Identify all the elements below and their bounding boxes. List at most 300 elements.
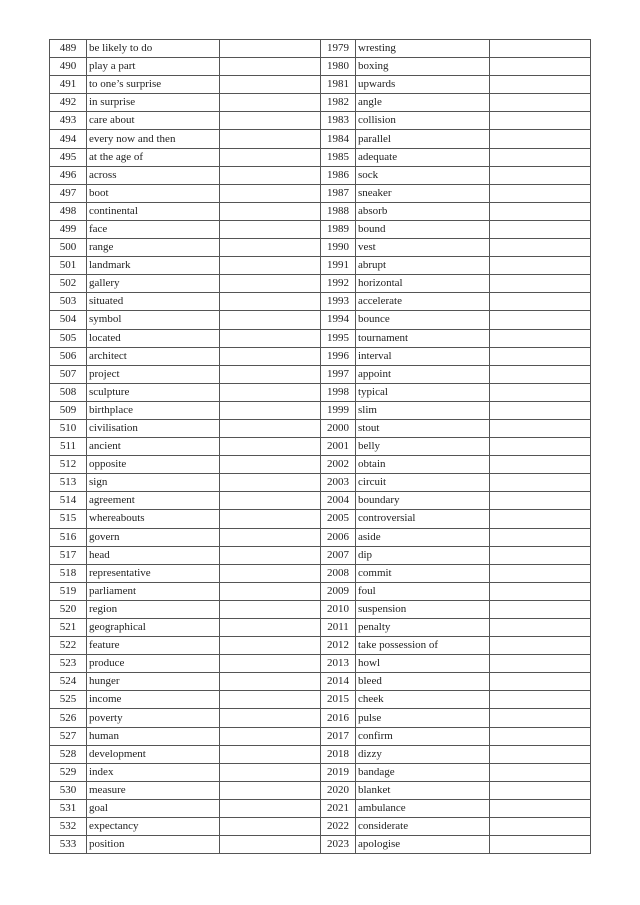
entry-number-left: 510: [50, 419, 87, 437]
entry-number-right: 1988: [321, 202, 356, 220]
entry-blank-left: [220, 329, 321, 347]
entry-blank-right: [490, 166, 591, 184]
entry-blank-left: [220, 148, 321, 166]
entry-blank-right: [490, 293, 591, 311]
entry-blank-right: [490, 799, 591, 817]
entry-word-left: agreement: [87, 492, 220, 510]
entry-word-left: face: [87, 220, 220, 238]
entry-word-left: at the age of: [87, 148, 220, 166]
entry-blank-left: [220, 438, 321, 456]
entry-word-right: take possession of: [356, 637, 490, 655]
entry-word-left: goal: [87, 799, 220, 817]
entry-blank-left: [220, 691, 321, 709]
entry-word-left: expectancy: [87, 818, 220, 836]
entry-word-left: index: [87, 763, 220, 781]
entry-blank-right: [490, 836, 591, 854]
entry-number-left: 505: [50, 329, 87, 347]
entry-number-left: 492: [50, 94, 87, 112]
entry-word-left: situated: [87, 293, 220, 311]
table-row: [50, 456, 591, 474]
entry-word-left: continental: [87, 202, 220, 220]
table-row: [50, 438, 591, 456]
entry-word-right: angle: [356, 94, 490, 112]
entry-number-left: 511: [50, 438, 87, 456]
entry-number-left: 530: [50, 781, 87, 799]
entry-number-left: 504: [50, 311, 87, 329]
entry-number-left: 503: [50, 293, 87, 311]
entry-blank-right: [490, 148, 591, 166]
entry-word-right: bounce: [356, 311, 490, 329]
entry-number-right: 2003: [321, 474, 356, 492]
table-row: [50, 528, 591, 546]
entry-word-right: howl: [356, 655, 490, 673]
entry-blank-left: [220, 655, 321, 673]
entry-blank-left: [220, 257, 321, 275]
entry-number-right: 2005: [321, 510, 356, 528]
entry-blank-left: [220, 836, 321, 854]
entry-number-right: 2022: [321, 818, 356, 836]
entry-number-left: 499: [50, 220, 87, 238]
entry-blank-right: [490, 365, 591, 383]
table-row: [50, 727, 591, 745]
entry-number-left: 513: [50, 474, 87, 492]
entry-blank-left: [220, 184, 321, 202]
entry-word-right: cheek: [356, 691, 490, 709]
entry-blank-left: [220, 293, 321, 311]
entry-blank-right: [490, 456, 591, 474]
entry-number-right: 1994: [321, 311, 356, 329]
entry-word-right: stout: [356, 419, 490, 437]
entry-blank-left: [220, 582, 321, 600]
entry-word-left: sign: [87, 474, 220, 492]
entry-word-right: vest: [356, 239, 490, 257]
entry-blank-right: [490, 582, 591, 600]
entry-blank-right: [490, 438, 591, 456]
entry-blank-right: [490, 691, 591, 709]
table-row: [50, 329, 591, 347]
entry-blank-right: [490, 239, 591, 257]
entry-number-left: 532: [50, 818, 87, 836]
entry-word-left: human: [87, 727, 220, 745]
entry-number-right: 1990: [321, 239, 356, 257]
entry-blank-left: [220, 510, 321, 528]
entry-word-right: boundary: [356, 492, 490, 510]
table-row: [50, 655, 591, 673]
entry-number-left: 526: [50, 709, 87, 727]
entry-blank-left: [220, 220, 321, 238]
table-row: [50, 293, 591, 311]
entry-number-right: 2004: [321, 492, 356, 510]
entry-word-right: considerate: [356, 818, 490, 836]
table-row: [50, 94, 591, 112]
entry-word-left: boot: [87, 184, 220, 202]
entry-number-right: 2007: [321, 546, 356, 564]
entry-word-right: belly: [356, 438, 490, 456]
entry-blank-right: [490, 311, 591, 329]
entry-blank-left: [220, 637, 321, 655]
table-row: [50, 510, 591, 528]
table-row: [50, 184, 591, 202]
entry-word-right: sneaker: [356, 184, 490, 202]
entry-number-right: 1997: [321, 365, 356, 383]
entry-word-left: every now and then: [87, 130, 220, 148]
table-row: [50, 401, 591, 419]
entry-number-right: 1993: [321, 293, 356, 311]
entry-number-right: 2006: [321, 528, 356, 546]
entry-blank-right: [490, 275, 591, 293]
entry-number-right: 1989: [321, 220, 356, 238]
entry-blank-right: [490, 564, 591, 582]
table-row: [50, 673, 591, 691]
table-row: [50, 709, 591, 727]
table-row: [50, 745, 591, 763]
table-row: [50, 781, 591, 799]
entry-word-left: range: [87, 239, 220, 257]
entry-blank-left: [220, 275, 321, 293]
entry-number-left: 489: [50, 40, 87, 58]
entry-word-left: sculpture: [87, 383, 220, 401]
entry-number-left: 533: [50, 836, 87, 854]
entry-blank-right: [490, 184, 591, 202]
table-row: [50, 799, 591, 817]
entry-number-right: 1984: [321, 130, 356, 148]
entry-blank-left: [220, 311, 321, 329]
entry-blank-right: [490, 329, 591, 347]
entry-word-left: architect: [87, 347, 220, 365]
entry-number-left: 531: [50, 799, 87, 817]
entry-number-right: 2023: [321, 836, 356, 854]
entry-blank-left: [220, 818, 321, 836]
entry-word-left: position: [87, 836, 220, 854]
entry-blank-left: [220, 419, 321, 437]
table-row: [50, 76, 591, 94]
entry-blank-right: [490, 220, 591, 238]
entry-word-left: care about: [87, 112, 220, 130]
entry-number-left: 519: [50, 582, 87, 600]
entry-word-left: region: [87, 600, 220, 618]
entry-word-right: controversial: [356, 510, 490, 528]
entry-blank-right: [490, 745, 591, 763]
entry-number-right: 1992: [321, 275, 356, 293]
entry-number-left: 506: [50, 347, 87, 365]
entry-word-right: accelerate: [356, 293, 490, 311]
table-row: [50, 40, 591, 58]
entry-blank-left: [220, 58, 321, 76]
entry-blank-right: [490, 673, 591, 691]
entry-number-right: 1986: [321, 166, 356, 184]
entry-word-right: absorb: [356, 202, 490, 220]
entry-number-right: 2017: [321, 727, 356, 745]
entry-word-right: ambulance: [356, 799, 490, 817]
entry-number-right: 1985: [321, 148, 356, 166]
entry-blank-right: [490, 619, 591, 637]
entry-number-left: 529: [50, 763, 87, 781]
entry-blank-right: [490, 94, 591, 112]
entry-number-right: 2019: [321, 763, 356, 781]
entry-word-right: slim: [356, 401, 490, 419]
entry-blank-right: [490, 202, 591, 220]
entry-word-left: landmark: [87, 257, 220, 275]
table-row: [50, 130, 591, 148]
entry-number-left: 501: [50, 257, 87, 275]
entry-word-left: hunger: [87, 673, 220, 691]
entry-blank-left: [220, 600, 321, 618]
table-row: [50, 202, 591, 220]
entry-word-right: apologise: [356, 836, 490, 854]
entry-number-right: 1999: [321, 401, 356, 419]
entry-word-right: tournament: [356, 329, 490, 347]
vocabulary-table: [49, 39, 591, 854]
entry-blank-left: [220, 112, 321, 130]
entry-number-right: 1987: [321, 184, 356, 202]
entry-blank-right: [490, 419, 591, 437]
entry-word-right: abrupt: [356, 257, 490, 275]
entry-number-left: 490: [50, 58, 87, 76]
entry-blank-left: [220, 401, 321, 419]
entry-blank-right: [490, 347, 591, 365]
entry-number-right: 2002: [321, 456, 356, 474]
entry-number-right: 2015: [321, 691, 356, 709]
entry-number-left: 518: [50, 564, 87, 582]
entry-blank-right: [490, 492, 591, 510]
entry-blank-right: [490, 528, 591, 546]
entry-number-left: 522: [50, 637, 87, 655]
entry-word-left: opposite: [87, 456, 220, 474]
entry-blank-right: [490, 257, 591, 275]
entry-word-right: sock: [356, 166, 490, 184]
entry-blank-left: [220, 727, 321, 745]
entry-number-right: 1995: [321, 329, 356, 347]
entry-word-right: commit: [356, 564, 490, 582]
entry-number-right: 1996: [321, 347, 356, 365]
entry-word-right: suspension: [356, 600, 490, 618]
entry-blank-left: [220, 347, 321, 365]
entry-blank-left: [220, 564, 321, 582]
entry-blank-left: [220, 166, 321, 184]
entry-number-left: 493: [50, 112, 87, 130]
entry-blank-right: [490, 600, 591, 618]
table-row: [50, 58, 591, 76]
entry-blank-left: [220, 709, 321, 727]
entry-word-right: dip: [356, 546, 490, 564]
table-row: [50, 691, 591, 709]
entry-word-left: measure: [87, 781, 220, 799]
entry-blank-right: [490, 655, 591, 673]
entry-word-left: income: [87, 691, 220, 709]
entry-blank-left: [220, 546, 321, 564]
entry-number-left: 491: [50, 76, 87, 94]
entry-blank-right: [490, 727, 591, 745]
table-row: [50, 220, 591, 238]
entry-number-right: 1991: [321, 257, 356, 275]
entry-word-right: bandage: [356, 763, 490, 781]
entry-number-right: 1979: [321, 40, 356, 58]
entry-number-left: 508: [50, 383, 87, 401]
entry-blank-left: [220, 94, 321, 112]
table-row: [50, 637, 591, 655]
entry-blank-right: [490, 781, 591, 799]
entry-blank-left: [220, 799, 321, 817]
table-row: [50, 365, 591, 383]
entry-number-left: 515: [50, 510, 87, 528]
entry-word-right: adequate: [356, 148, 490, 166]
entry-blank-right: [490, 112, 591, 130]
entry-number-right: 2010: [321, 600, 356, 618]
table-row: [50, 275, 591, 293]
entry-blank-right: [490, 510, 591, 528]
entry-blank-right: [490, 637, 591, 655]
entry-word-left: govern: [87, 528, 220, 546]
table-row: [50, 818, 591, 836]
entry-word-left: whereabouts: [87, 510, 220, 528]
entry-blank-left: [220, 619, 321, 637]
entry-word-left: project: [87, 365, 220, 383]
entry-word-left: feature: [87, 637, 220, 655]
table-row: [50, 492, 591, 510]
entry-word-right: horizontal: [356, 275, 490, 293]
entry-number-left: 496: [50, 166, 87, 184]
entry-blank-left: [220, 745, 321, 763]
entry-word-right: typical: [356, 383, 490, 401]
entry-word-left: produce: [87, 655, 220, 673]
table-row: [50, 474, 591, 492]
entry-number-right: 2012: [321, 637, 356, 655]
entry-number-left: 524: [50, 673, 87, 691]
entry-number-right: 2020: [321, 781, 356, 799]
entry-word-right: blanket: [356, 781, 490, 799]
table-row: [50, 836, 591, 854]
entry-number-left: 525: [50, 691, 87, 709]
entry-word-left: geographical: [87, 619, 220, 637]
entry-word-right: appoint: [356, 365, 490, 383]
entry-blank-right: [490, 709, 591, 727]
entry-word-left: representative: [87, 564, 220, 582]
entry-blank-left: [220, 456, 321, 474]
entry-word-right: pulse: [356, 709, 490, 727]
entry-number-left: 528: [50, 745, 87, 763]
vocabulary-table-body: [50, 40, 591, 854]
table-row: [50, 582, 591, 600]
entry-number-right: 2001: [321, 438, 356, 456]
entry-number-left: 520: [50, 600, 87, 618]
entry-word-left: in surprise: [87, 94, 220, 112]
entry-word-right: interval: [356, 347, 490, 365]
entry-number-left: 502: [50, 275, 87, 293]
table-row: [50, 564, 591, 582]
entry-word-right: aside: [356, 528, 490, 546]
entry-number-right: 2014: [321, 673, 356, 691]
entry-word-left: located: [87, 329, 220, 347]
entry-number-right: 2013: [321, 655, 356, 673]
table-row: [50, 239, 591, 257]
table-row: [50, 347, 591, 365]
entry-word-right: foul: [356, 582, 490, 600]
entry-word-left: birthplace: [87, 401, 220, 419]
entry-blank-left: [220, 528, 321, 546]
entry-blank-left: [220, 492, 321, 510]
entry-word-right: parallel: [356, 130, 490, 148]
entry-word-right: penalty: [356, 619, 490, 637]
entry-number-left: 523: [50, 655, 87, 673]
entry-number-right: 2000: [321, 419, 356, 437]
entry-number-left: 494: [50, 130, 87, 148]
table-row: [50, 311, 591, 329]
table-row: [50, 619, 591, 637]
entry-blank-left: [220, 202, 321, 220]
entry-word-left: parliament: [87, 582, 220, 600]
entry-blank-left: [220, 763, 321, 781]
entry-number-right: 2011: [321, 619, 356, 637]
entry-blank-left: [220, 40, 321, 58]
entry-blank-left: [220, 383, 321, 401]
entry-number-right: 1998: [321, 383, 356, 401]
entry-number-left: 512: [50, 456, 87, 474]
entry-blank-left: [220, 239, 321, 257]
entry-blank-right: [490, 401, 591, 419]
entry-word-left: to one’s surprise: [87, 76, 220, 94]
entry-number-left: 527: [50, 727, 87, 745]
entry-word-right: collision: [356, 112, 490, 130]
entry-number-left: 500: [50, 239, 87, 257]
entry-word-left: head: [87, 546, 220, 564]
entry-number-right: 2021: [321, 799, 356, 817]
table-row: [50, 419, 591, 437]
entry-number-left: 509: [50, 401, 87, 419]
entry-blank-right: [490, 76, 591, 94]
table-row: [50, 546, 591, 564]
entry-number-left: 498: [50, 202, 87, 220]
entry-blank-left: [220, 781, 321, 799]
entry-word-left: gallery: [87, 275, 220, 293]
entry-word-right: obtain: [356, 456, 490, 474]
entry-number-left: 495: [50, 148, 87, 166]
entry-number-right: 2018: [321, 745, 356, 763]
entry-number-left: 521: [50, 619, 87, 637]
table-row: [50, 148, 591, 166]
table-row: [50, 112, 591, 130]
entry-word-left: play a part: [87, 58, 220, 76]
entry-word-right: dizzy: [356, 745, 490, 763]
entry-number-right: 1983: [321, 112, 356, 130]
table-row: [50, 600, 591, 618]
entry-word-left: across: [87, 166, 220, 184]
entry-number-right: 2016: [321, 709, 356, 727]
entry-number-right: 1980: [321, 58, 356, 76]
entry-blank-right: [490, 763, 591, 781]
table-row: [50, 166, 591, 184]
entry-blank-right: [490, 130, 591, 148]
entry-number-left: 516: [50, 528, 87, 546]
entry-number-left: 514: [50, 492, 87, 510]
entry-number-left: 517: [50, 546, 87, 564]
entry-blank-right: [490, 58, 591, 76]
table-row: [50, 257, 591, 275]
entry-word-left: ancient: [87, 438, 220, 456]
entry-word-left: be likely to do: [87, 40, 220, 58]
entry-word-left: symbol: [87, 311, 220, 329]
entry-word-right: boxing: [356, 58, 490, 76]
entry-word-left: development: [87, 745, 220, 763]
entry-blank-left: [220, 474, 321, 492]
entry-word-right: confirm: [356, 727, 490, 745]
entry-blank-right: [490, 474, 591, 492]
entry-blank-left: [220, 130, 321, 148]
entry-word-left: civilisation: [87, 419, 220, 437]
entry-blank-right: [490, 383, 591, 401]
table-row: [50, 383, 591, 401]
entry-number-right: 2008: [321, 564, 356, 582]
entry-word-right: upwards: [356, 76, 490, 94]
